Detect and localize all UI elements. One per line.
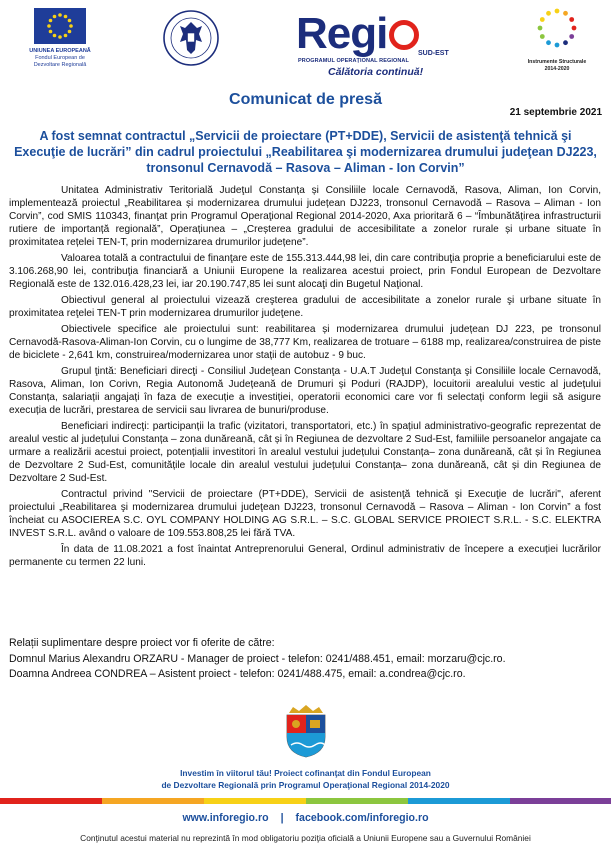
footer-slogan [0, 767, 611, 791]
color-bar [0, 798, 611, 804]
government-logo [162, 6, 220, 74]
link-separator: | [280, 812, 284, 824]
contact-manager: Domnul Marius Alexandru ORZARU - Manager de proiect - telefon: 0241/488.451, email: morzaru@cjc.ro. [9, 652, 506, 665]
page-title: Comunicat de presă [229, 91, 382, 108]
structural-instruments-years: 2014-2020 [544, 65, 570, 72]
press-release-date: 21 septembrie 2021 [509, 107, 602, 118]
paragraph: Grupul ţintă: Beneficiari direcţi - Consiliul Judeţean Constanţa - U.A.T Judeţul Constanţa şi Consiliile locale Cernavodă, Rasova, Aliman, Ion Corivn, Regia Autonomă Județeană de Drumuri și Poduri (RAJDP), locuitorii arealului vestic al județului Constanța, salariații angajați în faza de execuție a investiției, operatorii economici care vor fi selectați conform legii să asigure execuția de lucrări, prestarea de servicii sau livrarea de bunuri/produse. [9, 365, 601, 416]
eu-title: UNIUNEA EUROPEANĂ [29, 48, 91, 54]
regio-region: SUD-EST [418, 50, 449, 57]
structural-instruments-icon [535, 6, 579, 50]
paragraph: Obiectivele specifice ale proiectului sunt: reabilitarea și modernizarea drumului județean DJ 223, pe tronsonul Cernavodă-Rasova-Aliman-Ion Corvin, cu o lungime de 38,777 Km, realizarea de trotuare – 6188 mp, realizarea/construirea de piste de biciclete - 2,641 km, construirea/modernizarea unor stații de autobuz - 9 buc. [9, 323, 601, 361]
web-links [0, 812, 611, 824]
headline: A fost semnat contractul „Servicii de proiectare (PT+DDE), Servicii de asistenţă tehnică şi Execuţie de lucrări” din cadrul proiectului „Reabilitarea şi modernizarea drumului judeţean DJ223, tronsonul Cernavodă – Rasova – Aliman - Ion Corvin” [14, 129, 597, 175]
eu-flag-icon [34, 8, 86, 44]
structural-instruments-logo [522, 6, 592, 72]
contact-assistant: Doamna Andreea CONDREA – Asistent proiect - telefon: 0241/488.475, email: a.condrea@cjc.ro. [9, 668, 466, 680]
body-text [9, 184, 601, 571]
constanta-county-crest [283, 703, 329, 759]
color-bar-segment [0, 798, 102, 804]
paragraph: Valoarea totală a contractului de finanţare este de 155.313.444,98 lei, din care contribuţia proprie a beneficiarului este de 3.106.268,90 lei, contribuţia financiară a Uniunii Europene la realizarea acestui proiect, prin Fondul European de Dezvoltare Regională este de 132.016.428,23 lei, iar 20.190.747,85 lei sunt alocaţi din Bugetul Naţional. [9, 253, 601, 291]
facebook-link[interactable]: facebook.com/inforegio.ro [295, 812, 429, 824]
color-bar-segment [408, 798, 510, 804]
disclaimer: Conţinutul acestui material nu reprezintă în mod obligatoriu poziţia oficială a Uniunii Europene sau a Guvernului României [80, 833, 531, 843]
paragraph: Unitatea Administrativ Teritorială Judeţul Constanța și Consiliile locale Cernavodă, Rasova, Aliman, Ion Corvin, implementează proiectul „Reabilitarea și modernizarea drumului județean DJ223, tronsonul Cernavodă – Rasova – Aliman - Ion Corvin”, cod SMIS 110343, finanţat prin Programul Operaţional Regional 2014-2020, Axa prioritară 6 – “Îmbunătățirea infrastructurii rutiere de importanță regională”, Operațiunea – „Creșterea gradului de accesibilitate a zonelor rurale și urbane situate în proximitatea rețelei TEN-T, prin modernizarea drumurilor județene”. [9, 185, 601, 249]
regio-program: PROGRAMUL OPERAȚIONAL REGIONAL [298, 58, 409, 64]
contacts-block [9, 636, 601, 683]
footer-slogan-line-1: Investim în viitorul tău! Proiect cofinanţat din Fondul European [180, 768, 431, 778]
eu-logo [22, 8, 98, 69]
contacts-intro: Relații suplimentare despre proiect vor fi oferite de către: [9, 637, 275, 649]
color-bar-segment [102, 798, 204, 804]
regio-o-icon [389, 20, 419, 50]
paragraph: Obiectivul general al proiectului vizează creşterea gradului de accesibilitate a zonelor rurale şi urbane situate în proximitatea reţelei TEN-T prin modernizarea drumurilor judeţene. [9, 294, 601, 320]
regio-slogan: Călătoria continuă! [328, 66, 424, 78]
footer-slogan-line-2: de Dezvoltare Regională prin Programul Operaţional Regional 2014-2020 [161, 780, 450, 790]
website-link[interactable]: www.inforegio.ro [182, 812, 269, 824]
eu-subtitle-1: Fondul European de [35, 55, 85, 61]
color-bar-segment [306, 798, 408, 804]
eu-subtitle-2: Dezvoltare Regională [33, 62, 87, 68]
county-crest-icon [283, 703, 329, 759]
paragraph: În data de 11.08.2021 a fost înaintat Antreprenorului General, Ordinul administrativ de începere a execuției lucrărilor permanente cu termen 22 luni. [9, 543, 601, 568]
paragraph: Beneficiari indirecţi: participanții la trafic (vizitatori, transportatori, etc.) în spațiul administrativo-geografic reprezentat de arealul vestic al județului Constanța – zona dunăreană, cât și în Regiunea de dezvoltare 2 Sud-Est, familiile persoanelor angajate ca urmare a realizării acestui proiect, potențialii investitori în arealul vestului județului Constanța– zona dunăreană, cât și în Regiunea de Dezvoltare 2 Sud-Est, comunitățile locale din arealul vestului județului Constanța– zona dunăreană, cât și din Regiunea de Dezvoltare 2 Sud-Est. [9, 420, 601, 484]
romania-coat-of-arms-icon [162, 6, 220, 74]
paragraph: Contractul privind "Servicii de proiectare (PT+DDE), Servicii de asistenţă tehnică şi Execuţie de lucrări", aferent proiectului „Reabilitarea şi modernizarea drumului judeţean DJ223, tronsonul Cernavodă – Rasova – Aliman - Ion Corvin” a fost încheiat cu ASOCIEREA S.C. OYL COMPANY HOLDING AG S.R.L. – S.C. GLOBAL SERVICE PROIECT S.R.L. - S.C. ELEKTRA INVEST S.R.L. având o valoare de 109.553.808,25 lei fără TVA. [9, 488, 601, 539]
logo-header [0, 0, 611, 90]
color-bar-segment [510, 798, 611, 804]
regio-word: Regi [296, 9, 388, 58]
color-bar-segment [204, 798, 306, 804]
regio-logo [292, 10, 462, 80]
structural-instruments-title: Instrumente Structurale [527, 59, 587, 65]
